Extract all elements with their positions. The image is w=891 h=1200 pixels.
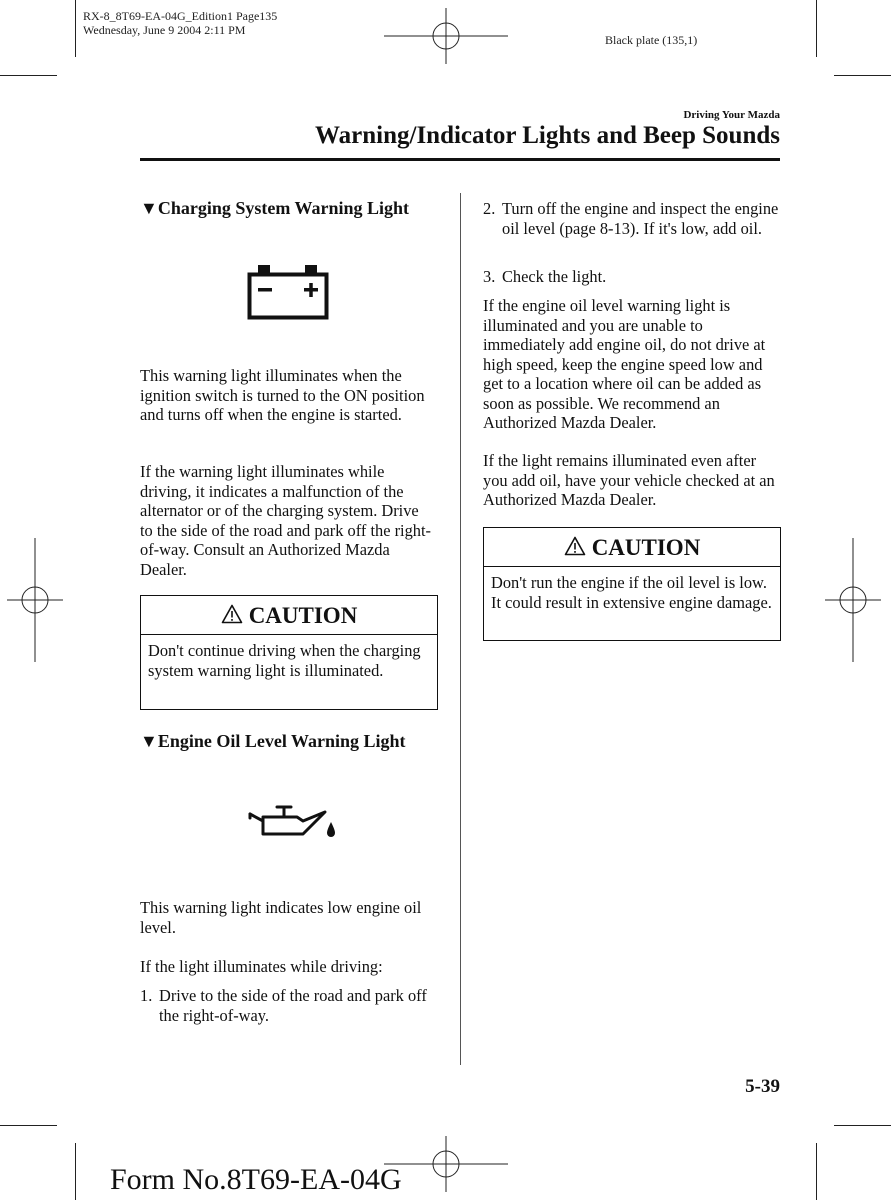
registration-mark-top-icon	[384, 8, 508, 64]
oil-description: This warning light indicates low engine oil level.	[140, 898, 422, 937]
list-item	[483, 267, 781, 287]
caution-text: Don't run the engine if the oil level is low. It could result in extensive engine damage.	[491, 573, 772, 612]
plate-label: Black plate (135,1)	[605, 33, 698, 47]
page-number: 5-39	[745, 1076, 780, 1097]
oil-low-advice: If the engine oil level warning light is illuminated and you are unable to immediately add engine oil, do not drive at high speed, keep the engine speed low and get to a location where oil can be added as soon as possible. We recommend an Authorized Mazda Dealer.	[483, 296, 766, 432]
registration-mark-bottom-icon	[384, 1136, 508, 1192]
warning-triangle-icon	[564, 536, 586, 556]
battery-icon	[246, 264, 330, 320]
registration-mark-right-icon	[825, 538, 881, 662]
column-divider	[460, 193, 461, 1065]
warning-triangle-icon	[221, 604, 243, 624]
caution-header	[484, 528, 780, 567]
step-number: 3.	[483, 267, 496, 286]
print-date-line: Wednesday, June 9 2004 2:11 PM	[83, 23, 246, 37]
print-job-line: RX-8_8T69-EA-04G_Edition1 Page135	[83, 9, 278, 23]
charging-caution-box	[140, 595, 438, 710]
oil-can-icon	[247, 805, 339, 841]
page-title: Warning/Indicator Lights and Beep Sounds	[315, 122, 780, 149]
charging-malfunction-text: If the warning light illuminates while driving, it indicates a malfunction of the alternator or of the charging system. Drive to the side of the road and park off the right-of-way. Consult an Authorized Mazda Dealer.	[140, 462, 431, 579]
list-item	[483, 199, 781, 259]
step-number: 1.	[140, 986, 153, 1005]
step-text: Check the light.	[502, 267, 607, 286]
charging-system-heading: ▼Charging System Warning Light	[140, 198, 410, 218]
step-number: 2.	[483, 199, 496, 218]
oil-caution-box	[483, 527, 781, 641]
oil-remains-advice: If the light remains illuminated even after you add oil, have your vehicle checked at an Authorized Mazda Dealer.	[483, 451, 775, 509]
caution-header	[141, 596, 437, 635]
oil-level-heading: ▼Engine Oil Level Warning Light	[140, 731, 406, 751]
step-text: Turn off the engine and inspect the engine oil level (page 8-13). If it's low, add oil.	[502, 199, 779, 238]
registration-mark-left-icon	[7, 538, 63, 662]
list-item	[140, 986, 435, 1026]
caution-title: CAUTION	[248, 603, 358, 628]
caution-title: CAUTION	[591, 535, 701, 560]
step-text: Drive to the side of the road and park off the right-of-way.	[159, 986, 427, 1025]
section-label: Driving Your Mazda	[683, 109, 780, 121]
charging-description: This warning light illuminates when the ignition switch is turned to the ON position and turns off when the engine is started.	[140, 366, 425, 424]
caution-text: Don't continue driving when the charging system warning light is illuminated.	[148, 641, 421, 680]
oil-intro: If the light illuminates while driving:	[140, 957, 383, 976]
form-number: Form No.8T69-EA-04G	[110, 1163, 402, 1196]
title-rule	[140, 158, 780, 161]
